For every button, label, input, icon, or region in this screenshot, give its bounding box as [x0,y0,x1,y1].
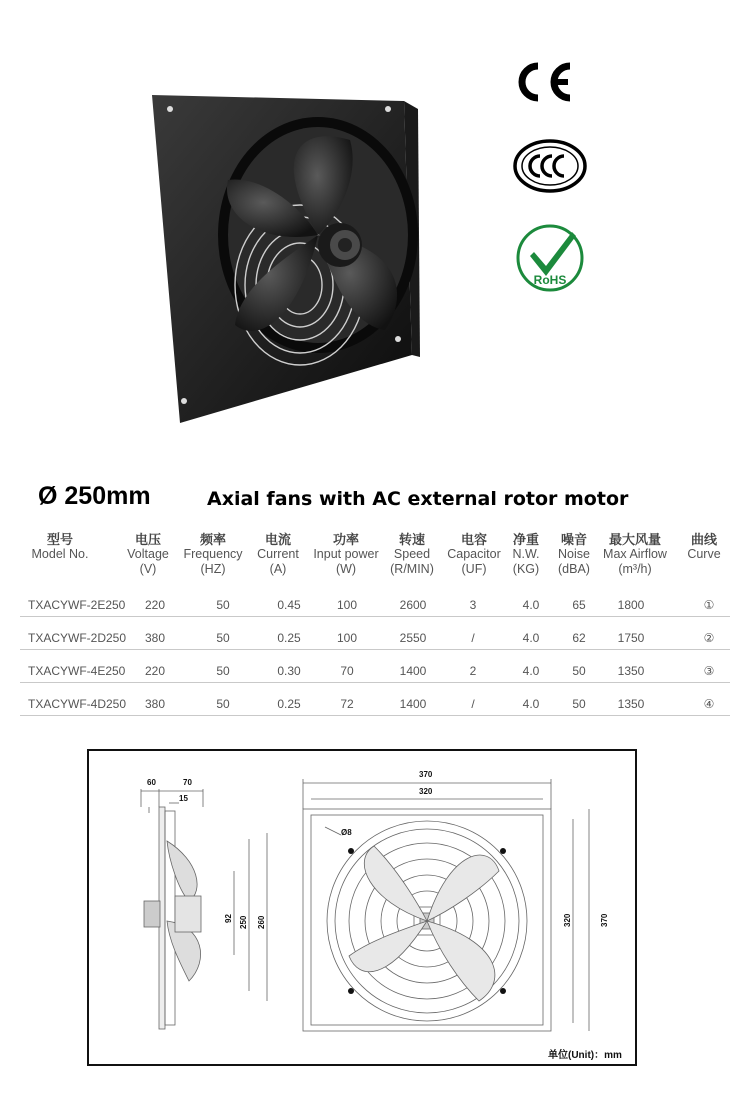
ce-mark [512,60,574,104]
cell-voltage: 380 [144,697,166,711]
cell-airflow: 1350 [617,664,645,678]
cell-capacitor: 3 [469,598,477,612]
page-title-size: Ø 250mm [38,482,151,510]
unit-note: 单位(Unit)：mm [548,1050,622,1061]
cell-current: 0.30 [277,664,301,678]
cell-curve: ① [703,598,715,612]
header-net-weight: 净重 N.W. (KG) [512,532,540,576]
cell-speed: 1400 [399,664,427,678]
dimension-drawing [87,749,637,1066]
cell-speed: 2550 [399,631,427,645]
cell-airflow: 1350 [617,697,645,711]
cell-current: 0.45 [277,598,301,612]
dim-15: 15 [179,794,188,803]
cell-current: 0.25 [277,697,301,711]
fan-photo [150,95,420,425]
cell-power: 70 [340,664,354,678]
header-curve: 曲线 Curve [687,532,721,561]
cell-curve: ③ [703,664,715,678]
cell-speed: 1400 [399,697,427,711]
cell-voltage: 220 [144,664,166,678]
dim-320-top: 320 [419,787,433,796]
cell-frequency: 50 [216,664,230,678]
header-input-power: 功率 Input power (W) [313,532,379,576]
cell-airflow: 1800 [617,598,645,612]
header-noise: 噪音 Noise (dBA) [558,532,590,576]
cell-curve: ② [703,631,715,645]
cell-model: TXACYWF-2E250 [28,598,126,612]
header-capacitor: 电容 Capacitor (UF) [447,532,501,576]
dim-250: 250 [239,915,248,929]
cell-capacitor: / [471,631,475,645]
dim-92: 92 [224,914,233,923]
cell-voltage: 380 [144,631,166,645]
header-voltage: 电压 Voltage (V) [127,532,169,576]
cell-capacitor: / [471,697,475,711]
cell-noise: 50 [572,697,586,711]
cell-capacitor: 2 [469,664,477,678]
page-title-description: Axial fans with AC external rotor motor [207,488,629,510]
header-speed: 转速 Speed (R/MIN) [390,532,434,576]
cell-model: TXACYWF-4D250 [28,697,127,711]
dim-60: 60 [147,778,156,787]
cell-weight: 4.0 [522,697,540,711]
cell-frequency: 50 [216,631,230,645]
cell-noise: 50 [572,664,586,678]
header-max-airflow: 最大风量 Max Airflow (m³/h) [603,532,667,576]
dim-370-top: 370 [419,770,433,779]
svg-text:RoHS: RoHS [533,273,567,287]
cell-voltage: 220 [144,598,166,612]
cell-frequency: 50 [216,598,230,612]
dim-320-side: 320 [563,913,572,927]
cell-speed: 2600 [399,598,427,612]
dim-370-side: 370 [600,913,609,927]
cell-airflow: 1750 [617,631,645,645]
cell-curve: ④ [703,697,715,711]
cell-power: 100 [336,598,358,612]
ccc-mark [512,138,588,194]
header-current: 电流 Current (A) [257,532,299,576]
cell-weight: 4.0 [522,598,540,612]
dim-70: 70 [183,778,192,787]
cell-weight: 4.0 [522,664,540,678]
table-row [20,627,730,650]
header-model: 型号 Model No. [31,532,89,561]
cell-noise: 62 [572,631,586,645]
table-row [20,660,730,683]
cell-power: 100 [336,631,358,645]
cell-current: 0.25 [277,631,301,645]
cell-noise: 65 [572,598,586,612]
cell-model: TXACYWF-4E250 [28,664,126,678]
cell-frequency: 50 [216,697,230,711]
hole-diameter: Ø8 [341,828,352,837]
cell-power: 72 [340,697,354,711]
header-frequency: 频率 Frequency (HZ) [183,532,243,576]
table-row [20,594,730,617]
rohs-mark [512,222,592,292]
cell-model: TXACYWF-2D250 [28,631,127,645]
dim-260: 260 [257,915,266,929]
table-row [20,693,730,716]
cell-weight: 4.0 [522,631,540,645]
